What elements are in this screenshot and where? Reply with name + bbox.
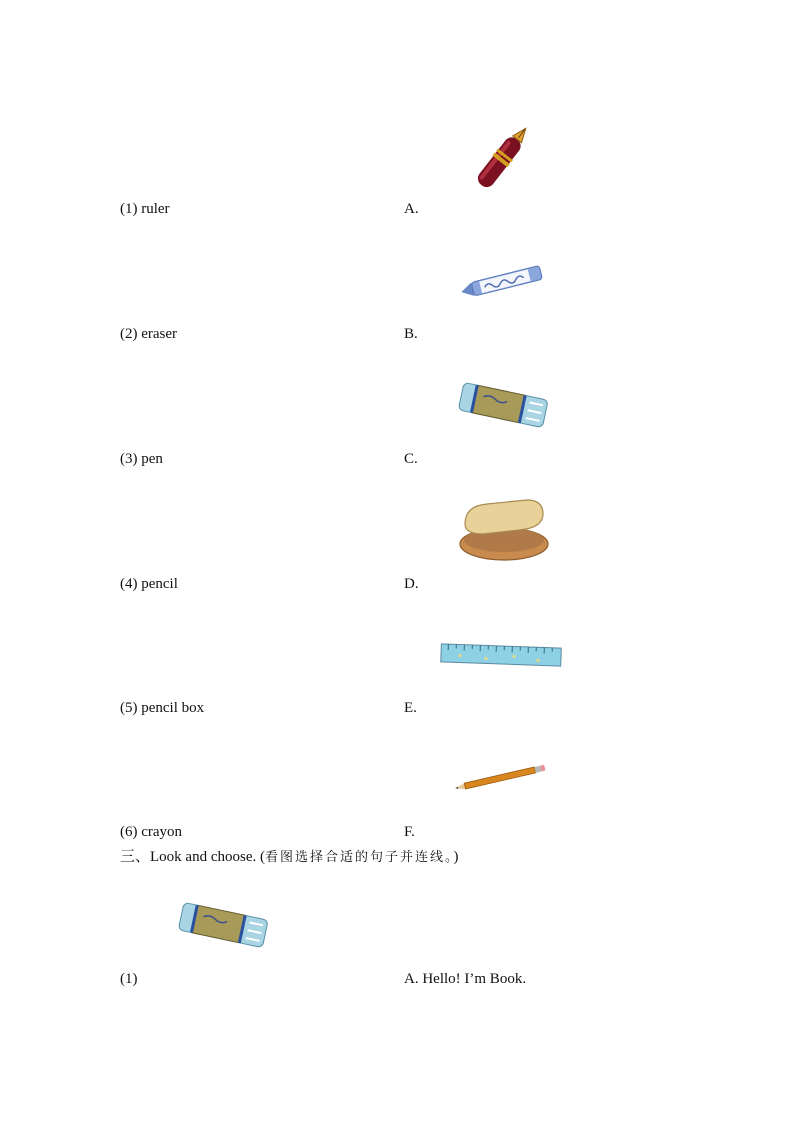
letter-option-f: F. (404, 824, 415, 840)
section-3-heading-suffix: ) (453, 849, 459, 865)
letter-option-d: D. (404, 576, 419, 592)
crayon-icon (454, 262, 550, 302)
word-item-4: (4) pencil (120, 576, 178, 592)
section-3-heading-prefix: 三、Look and choose. ( (120, 849, 265, 865)
word-item-6: (6) crayon (120, 824, 183, 840)
word-item-2: (2) eraser (120, 326, 178, 342)
word-item-3: (3) pen (120, 451, 163, 467)
letter-option-c: C. (404, 451, 418, 467)
section-3-heading-cn: 看图选择合适的句子并连线。 (264, 850, 454, 865)
letter-option-b: B. (404, 326, 418, 342)
eraser-icon (174, 899, 272, 953)
letter-option-a: A. (404, 201, 419, 217)
eraser-icon (454, 381, 552, 431)
section-3-heading (120, 848, 458, 867)
letter-option-e: E. (404, 700, 417, 716)
word-item-5: (5) pencil box (120, 700, 205, 716)
word-item-1: (1) ruler (120, 201, 170, 217)
section-3-item-1-label: (1) (120, 971, 138, 987)
ruler-icon (438, 642, 564, 670)
section-3-option-a: A. Hello! I’m Book. (404, 971, 527, 987)
fountain-pen-icon (462, 118, 546, 196)
pencil-box-icon (457, 494, 551, 566)
pencil-icon (452, 764, 548, 792)
